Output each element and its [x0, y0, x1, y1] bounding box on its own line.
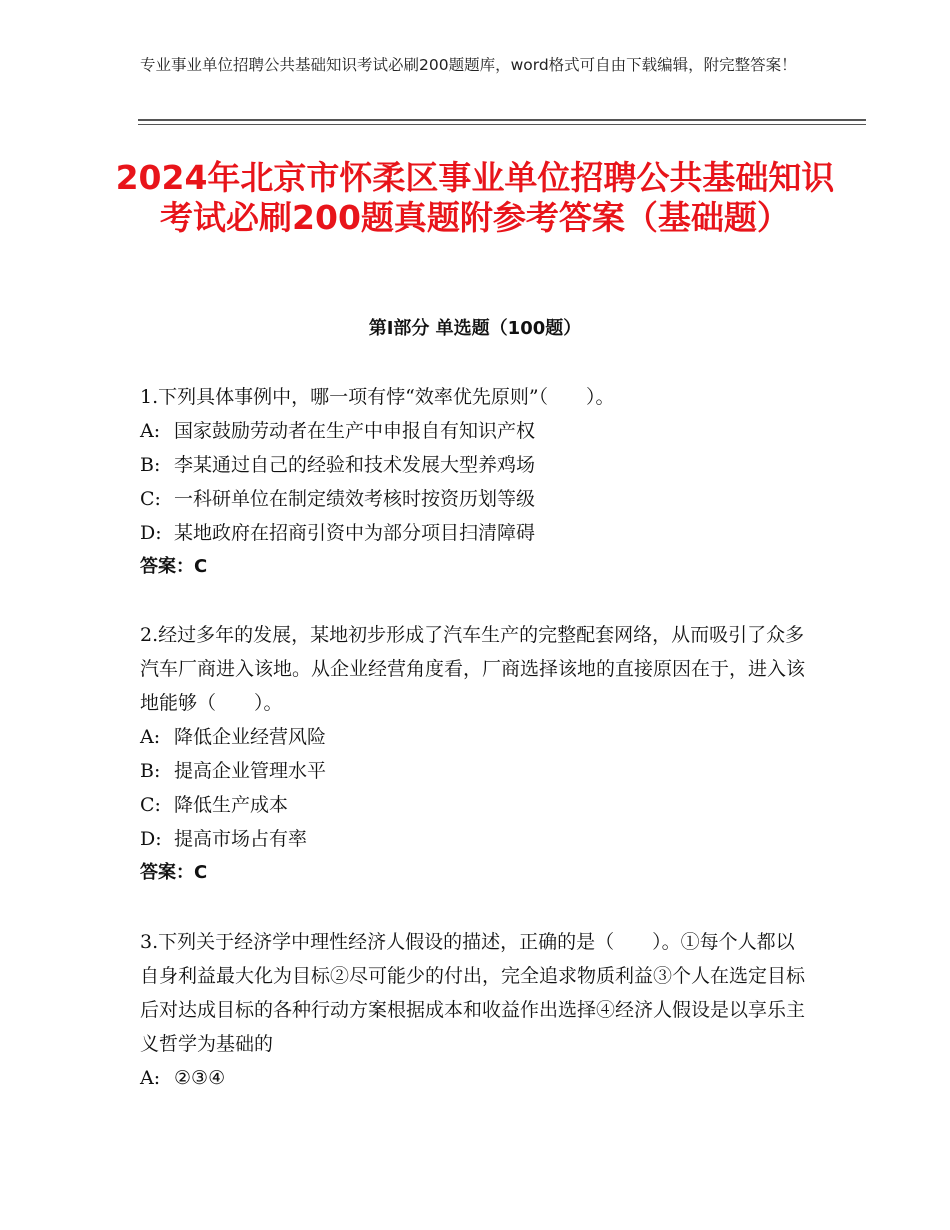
option-text: 国家鼓励劳动者在生产中申报自有知识产权	[174, 420, 536, 442]
option-letter: D:	[140, 522, 162, 544]
option-letter: B:	[140, 760, 161, 782]
option-b	[140, 754, 810, 788]
option-a	[140, 414, 810, 448]
option-text: 一科研单位在制定绩效考核时按资历划等级	[174, 488, 536, 510]
question-2	[140, 618, 810, 890]
option-d	[140, 822, 810, 856]
option-text: 降低企业经营风险	[174, 726, 327, 748]
option-letter: B:	[140, 454, 161, 476]
option-text: 降低生产成本	[174, 794, 289, 816]
question-3	[140, 925, 810, 1095]
option-text: 李某通过自己的经验和技术发展大型养鸡场	[174, 454, 536, 476]
question-text: 2.经过多年的发展，某地初步形成了汽车生产的完整配套网络，从而吸引了众多汽车厂商进入该地。从企业经营角度看，厂商选择该地的直接原因在于，进入该地能够（ ）。	[140, 624, 806, 714]
option-text: ②③④	[174, 1067, 226, 1089]
option-text: 某地政府在招商引资中为部分项目扫清障碍	[174, 522, 536, 544]
option-c	[140, 788, 810, 822]
question-text: 3.下列关于经济学中理性经济人假设的描述，正确的是（ ）。①每个人都以自身利益最大化为目标②尽可能少的付出，完全追求物质利益③个人在选定目标后对达成目标的各种行动方案根据成本和收益作出选择④经济人假设是以享乐主义哲学为基础的	[140, 931, 806, 1055]
option-b	[140, 448, 810, 482]
option-a	[140, 720, 810, 754]
option-text: 提高市场占有率	[174, 828, 308, 850]
option-letter: D:	[140, 828, 162, 850]
option-letter: C:	[140, 488, 161, 510]
question-1	[140, 380, 810, 584]
option-d	[140, 516, 810, 550]
option-letter: A:	[140, 420, 161, 442]
section-title: 第Ⅰ部分 单选题（100题）	[368, 318, 582, 339]
answer-line: 答案：C	[140, 862, 208, 883]
header-divider-thick	[138, 119, 866, 121]
question-text: 1.下列具体事例中，哪一项有悖“效率优先原则”（ ）。	[140, 386, 615, 408]
header-note: 专业事业单位招聘公共基础知识考试必刷200题题库，word格式可自由下载编辑，附完整答案！	[140, 56, 797, 74]
document-title: 2024年北京市怀柔区事业单位招聘公共基础知识考试必刷200题真题附参考答案（基础题）	[115, 158, 835, 237]
answer-line: 答案：C	[140, 556, 208, 577]
option-letter: A:	[140, 726, 161, 748]
option-text: 提高企业管理水平	[174, 760, 327, 782]
option-letter: A:	[140, 1067, 161, 1089]
option-c	[140, 482, 810, 516]
header-divider-thin	[138, 124, 866, 125]
option-a	[140, 1061, 810, 1095]
option-letter: C:	[140, 794, 161, 816]
